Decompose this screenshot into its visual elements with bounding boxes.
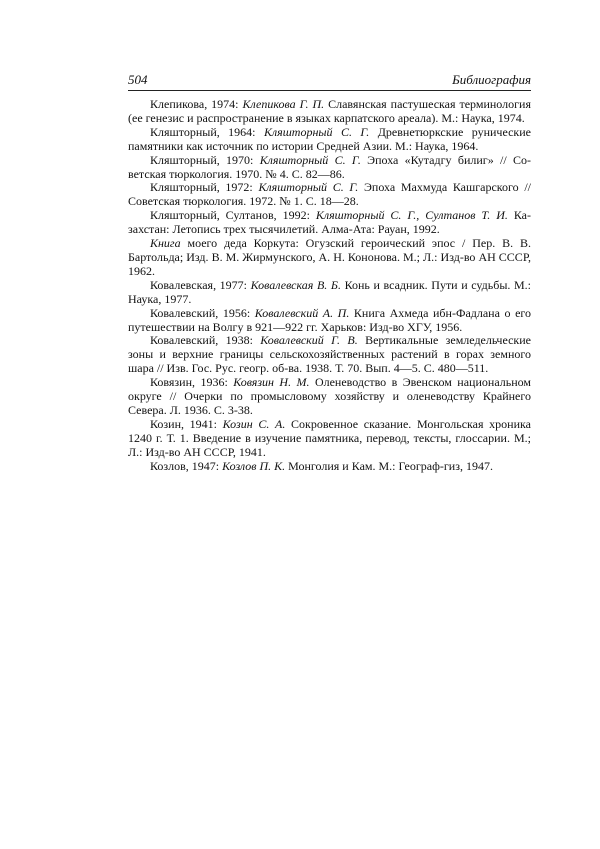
bib-entry — [128, 460, 531, 474]
bib-entry — [128, 279, 531, 307]
bib-entry — [128, 181, 531, 209]
entry-author: Ковалевский А. П. — [254, 305, 350, 320]
bib-entry — [128, 154, 531, 182]
entry-body: Славянская пастушеская терминология (ее генезис и распространение в языках карпатского ареала). М.: Наука, 1974. — [128, 97, 531, 125]
entry-author: Книга — [150, 236, 181, 251]
entry-body: Монголия и Кам. М.: Географ-гиз, 1947. — [285, 458, 493, 473]
entry-lead: Кляшторный, 1972: — [150, 180, 259, 195]
entry-lead: Кляшторный, 1964: — [150, 124, 264, 139]
entry-lead: Козлов, 1947: — [150, 458, 223, 473]
bib-entry — [128, 376, 531, 418]
entry-author: Клепикова Г. П. — [242, 97, 325, 111]
entry-author: Ковалевская В. Б. — [250, 277, 341, 292]
entry-author: Кляшторный С. Г., Султанов Т. И. — [315, 208, 508, 223]
entry-body: Книга Ахмеда ибн-Фадлана о его путешествии на Волгу в 921—922 гг. Харьков: Изд-во ХГУ, 1956. — [128, 305, 532, 334]
section-title: Библиография — [452, 72, 531, 87]
entry-body: Вертикальные земледельческие зоны и верхние границы сельскохозяйственных растений в горах земного шара // Изв. Гос. Рус. геогр. об-ва. 1938. Т. 70. Вып. 4—5. С. 480—511. — [128, 333, 531, 376]
bib-entry — [128, 418, 531, 460]
running-header — [128, 72, 531, 91]
entry-body: Казахстан: Летопись трех тысячилетий. Алма-Ата: Рауан, 1992. — [128, 208, 532, 237]
bib-entry — [128, 209, 531, 237]
entry-lead: Клепикова, 1974: — [150, 97, 243, 111]
entry-author: Ковязин Н. М. — [233, 375, 310, 390]
page-number: 504 — [128, 72, 148, 87]
entry-body: Оленеводство в Эвенском национальном округе // Очерки по промысловому хозяйству и оленеводству Крайнего Севера. Л. 1936. С. 3-38. — [128, 375, 531, 417]
entry-author: Ковалевский Г. В. — [260, 333, 358, 348]
entry-body: Древнетюркские рунические памятники как источник по истории Средней Азии. М.: Наука, 1964. — [128, 124, 531, 153]
entry-body: Эпоха «Кутадгу билиг» // Советская тюркология. 1970. № 4. С. 82—86. — [128, 152, 531, 181]
bib-entry — [128, 98, 531, 126]
entry-body: моего деда Коркута: Огузский героический эпос / Пер. В. В. Бартольда; Изд. В. М. Жирмунского, А. Н. Кононова. М.; Л.: Изд-во АН СССР, 1962. — [128, 236, 531, 278]
bib-entry — [128, 334, 531, 376]
entry-author: Козлов П. К. — [222, 458, 286, 473]
entry-lead: Кляшторный, Султанов, 1992: — [150, 208, 316, 223]
entry-body: Сокровенное сказание. Монгольская хроника 1240 г. Т. 1. Введение в изучение памятника, перевод, тексты, глоссарии. М.; Л.: Изд-во АН СССР, 1941. — [128, 416, 531, 459]
entry-lead: Козин, 1941: — [150, 416, 223, 431]
bib-entry — [128, 237, 531, 279]
bibliography-list — [128, 98, 531, 473]
entry-body: Эпоха Махмуда Кашгарского // Советская тюркология. 1972. № 1. С. 18—28. — [128, 180, 531, 209]
entry-author: Кляшторный С. Г. — [259, 152, 361, 167]
entry-author: Кляшторный С. Г. — [258, 180, 359, 195]
entry-lead: Ковалевский, 1938: — [150, 333, 261, 348]
entry-lead: Ковалевская, 1977: — [150, 277, 251, 292]
entry-lead: Кляшторный, 1970: — [150, 152, 260, 167]
entry-lead: Ковалевский, 1956: — [150, 305, 255, 320]
bib-entry — [128, 126, 531, 154]
entry-lead: Ковязин, 1936: — [150, 375, 234, 390]
entry-author: Кляшторный С. Г. — [263, 124, 370, 139]
bib-entry — [128, 307, 531, 335]
entry-body: Конь и всадник. Пути и судьбы. М.: Наука, 1977. — [128, 277, 531, 306]
entry-author: Козин С. А. — [222, 416, 286, 431]
